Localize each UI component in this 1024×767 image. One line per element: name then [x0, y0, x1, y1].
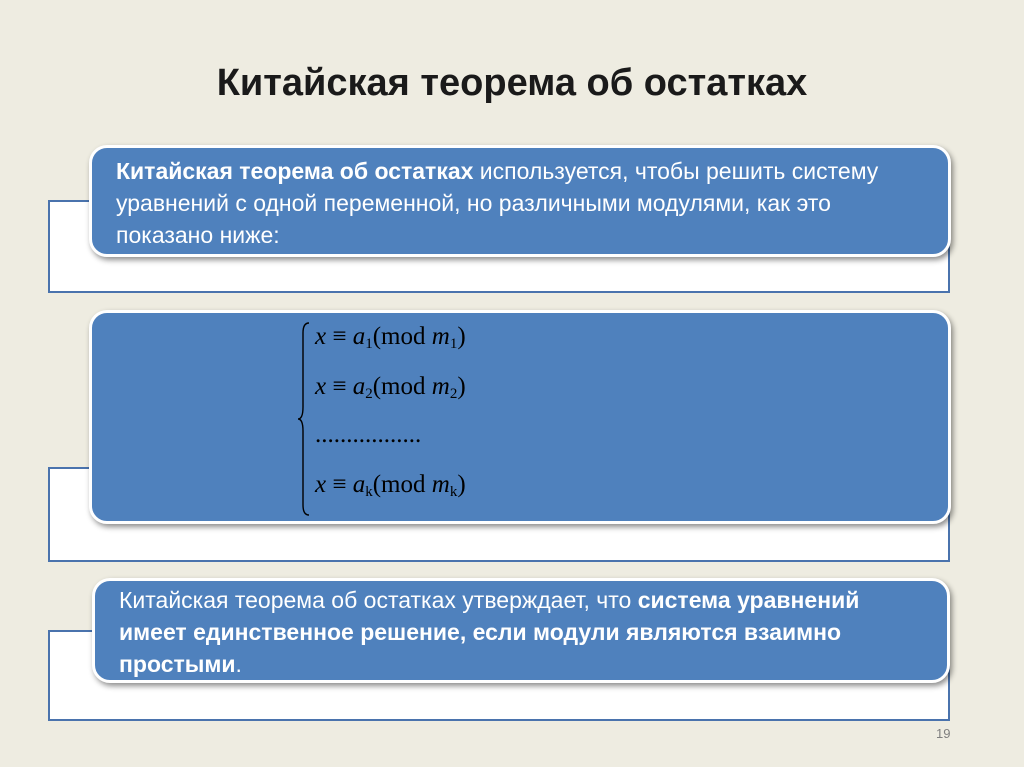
theorem-statement-panel — [92, 578, 950, 683]
theorem-statement-text — [119, 584, 923, 680]
page-number: 19 — [936, 726, 951, 741]
theorem-name-bold: Китайская теорема об остатках — [116, 158, 474, 184]
congruence-row-k: $x \equiv a_k(mod$ $m_k$) — [315, 471, 466, 500]
theorem-usage-rest: используется, чтобы решить систему уравнений с одной переменной, но различными модулями, как это показано ниже: — [116, 158, 879, 248]
congruence-row-2: $x \equiv a_2(mod$ $m_2$) — [315, 373, 466, 402]
equation-system-panel — [89, 310, 951, 524]
statement-end: . — [235, 651, 242, 677]
left-brace-icon — [297, 321, 311, 517]
ellipsis-row: ................. — [315, 421, 422, 448]
statement-bold: система уравнений имеет единственное решение, если модули являются взаимно простыми — [119, 587, 860, 677]
statement-start: Китайская теорема об остатках утверждает, что — [119, 587, 638, 613]
theorem-usage-panel — [89, 145, 951, 257]
slide-title: Китайская теорема об остатках — [216, 62, 808, 104]
congruence-row-1: $x \equiv a_1(mod$ $m_1$) — [315, 323, 466, 352]
theorem-usage-text — [116, 155, 924, 251]
